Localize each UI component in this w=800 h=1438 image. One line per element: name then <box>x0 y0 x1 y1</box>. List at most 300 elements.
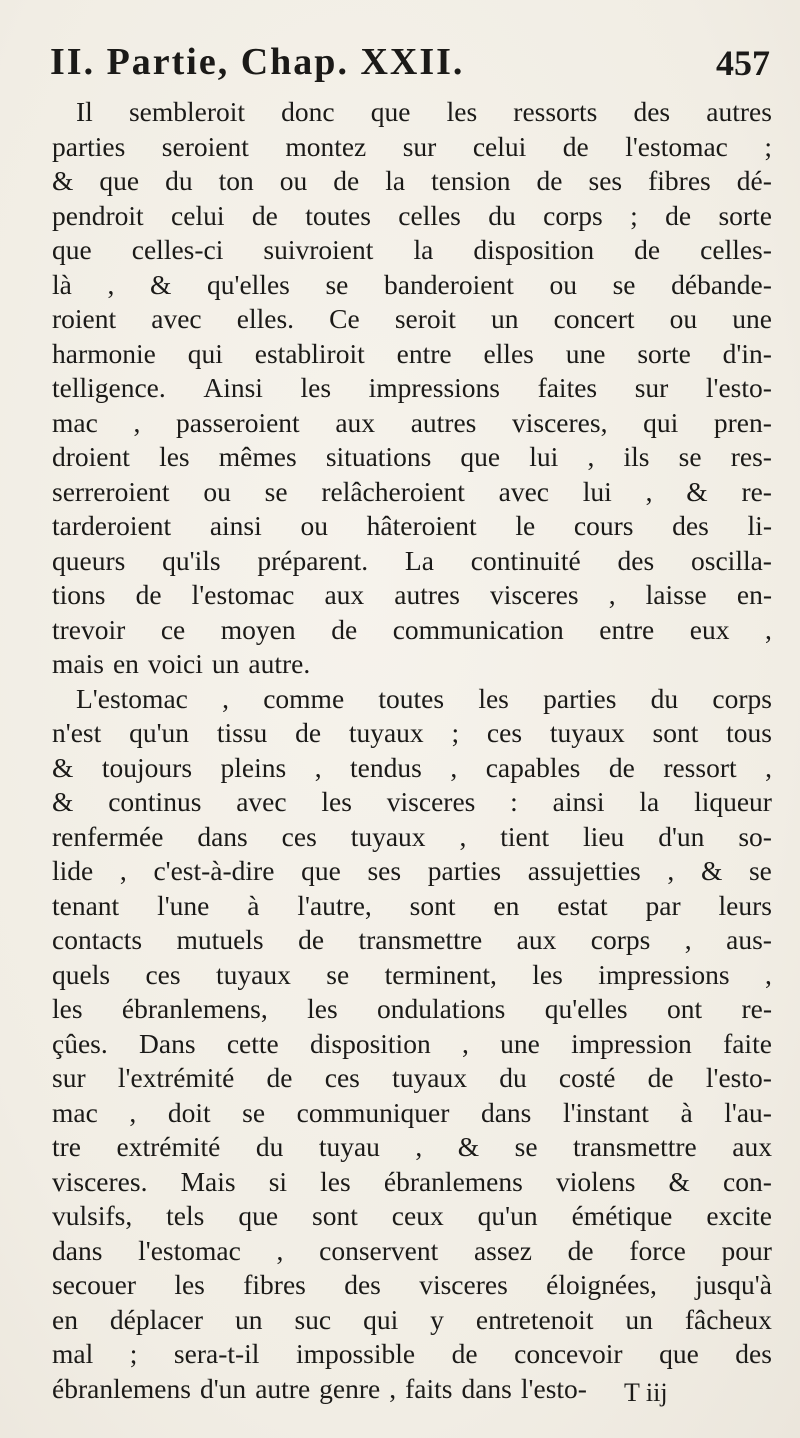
word: se <box>748 855 772 886</box>
word: roient <box>52 303 117 334</box>
word: ou <box>279 165 308 196</box>
word: un <box>491 303 519 334</box>
word: dé- <box>736 165 772 196</box>
word: toutes <box>378 682 445 714</box>
word: d'un <box>658 820 705 852</box>
word: çûes. <box>52 1027 108 1059</box>
word: autres <box>394 579 460 610</box>
word: Il <box>76 96 93 127</box>
word: l'esto- <box>705 1062 772 1093</box>
word: pour <box>721 1234 772 1266</box>
word: aus- <box>726 924 772 955</box>
word: contacts <box>52 924 143 955</box>
word: les <box>320 1165 351 1197</box>
word: faits <box>405 1372 453 1404</box>
word: concert <box>553 303 635 334</box>
word: extrémité <box>116 1131 221 1162</box>
word: , <box>276 1234 284 1266</box>
word: visceres <box>490 579 579 610</box>
word: parties <box>52 130 126 162</box>
word: les <box>478 682 509 714</box>
word: oscilla- <box>691 544 772 576</box>
word: par <box>645 889 681 921</box>
word: faites <box>537 372 598 403</box>
word: Dans <box>139 1027 196 1059</box>
word: , <box>119 855 127 886</box>
word: une <box>732 303 772 334</box>
word: , <box>222 682 229 714</box>
word: là <box>52 268 72 300</box>
page-number: 457 <box>716 43 770 83</box>
word: de <box>562 130 589 162</box>
word: que <box>238 1200 279 1231</box>
word: vulsifs, <box>52 1200 133 1231</box>
word: , <box>459 820 467 852</box>
body-text <box>52 95 772 1406</box>
word: leurs <box>718 889 772 921</box>
word: un <box>235 1303 263 1335</box>
word: qu'ils <box>162 544 221 576</box>
word: n'est <box>52 717 102 748</box>
word: re- <box>741 993 772 1024</box>
word: tendus <box>350 751 422 783</box>
word: , <box>389 1372 397 1404</box>
word: disposition <box>473 234 595 265</box>
word: que <box>659 1338 699 1369</box>
word: de <box>251 199 278 231</box>
word: voici <box>147 648 203 679</box>
word: fibres <box>243 1269 306 1300</box>
word: qui <box>643 406 679 438</box>
word: en <box>493 889 520 921</box>
word: continus <box>108 786 202 817</box>
text-line <box>52 1165 772 1200</box>
word: tions <box>52 579 106 610</box>
word: les <box>52 993 83 1024</box>
word: mal <box>52 1338 94 1369</box>
word: corps <box>712 682 772 714</box>
text-line <box>52 1130 772 1165</box>
word: mais <box>52 648 104 679</box>
word: ou <box>669 303 698 334</box>
text-line <box>52 1303 772 1338</box>
word: des <box>735 1338 772 1369</box>
word: déplacer <box>109 1303 204 1335</box>
word: aux <box>516 924 557 955</box>
word: ou <box>549 268 577 300</box>
word: impossible <box>295 1338 416 1369</box>
word: assez <box>473 1234 532 1266</box>
word: droient <box>52 441 130 472</box>
word: éloignées, <box>546 1269 657 1300</box>
word: visceres <box>419 1269 508 1300</box>
word: les <box>446 96 478 127</box>
word: disposition <box>309 1027 431 1059</box>
word: communication <box>392 613 564 645</box>
text-line <box>52 923 772 958</box>
word: qu'un <box>129 717 190 748</box>
word: que <box>460 441 501 472</box>
word: fâcheux <box>684 1303 772 1335</box>
word: d'in- <box>722 337 772 369</box>
word: ébranlemens, <box>121 993 268 1024</box>
word: débande- <box>671 268 772 300</box>
word: ainsi <box>209 510 262 541</box>
word: avec <box>498 475 550 507</box>
word: impression <box>571 1027 692 1059</box>
word: tarderoient <box>52 510 172 541</box>
word: se <box>325 268 349 300</box>
word: y <box>430 1303 444 1335</box>
text-line <box>52 406 772 441</box>
word: & <box>52 751 74 783</box>
word: que <box>301 855 341 886</box>
word: ou <box>203 475 231 507</box>
text-line <box>52 716 772 751</box>
word: tous <box>726 717 772 748</box>
word: sont <box>409 889 456 921</box>
word: que <box>52 234 92 265</box>
word: ses <box>367 855 402 886</box>
word: en <box>52 1303 78 1335</box>
word: aux <box>335 406 376 438</box>
word: queurs <box>52 544 126 576</box>
word: , <box>587 441 595 472</box>
word: res- <box>730 441 772 472</box>
word: entre <box>396 337 452 369</box>
word: genre <box>319 1372 381 1404</box>
running-title: II. Partie, Chap. XXII. <box>50 41 465 83</box>
word: impressions <box>368 372 500 403</box>
word: & <box>149 268 172 300</box>
word: ses <box>588 165 623 196</box>
word: qui <box>363 1303 399 1335</box>
word: se <box>264 475 288 507</box>
word: qu'elles <box>544 993 628 1024</box>
word: l'au- <box>724 1096 772 1128</box>
text-line <box>52 647 772 682</box>
word: un <box>625 1303 653 1335</box>
word: en- <box>736 579 772 610</box>
word: toutes <box>305 199 371 231</box>
word: qu'un <box>477 1200 538 1231</box>
word: l'estomac <box>191 579 295 610</box>
word: establiroit <box>254 337 365 369</box>
word: tension <box>431 165 511 196</box>
text-line <box>52 130 772 165</box>
word: & <box>52 165 74 196</box>
word: à <box>680 1096 693 1128</box>
word: dans <box>52 1234 103 1266</box>
text-line <box>52 1234 772 1269</box>
word: & <box>457 1131 480 1162</box>
word: lieu <box>583 820 625 852</box>
word: à <box>247 889 260 921</box>
word: l'esto- <box>520 1372 587 1404</box>
word: entre <box>599 613 655 645</box>
text-line <box>52 578 772 613</box>
word: & <box>668 1165 690 1197</box>
word: qui <box>187 337 223 369</box>
word: quels <box>52 958 111 990</box>
word: sont <box>652 717 699 748</box>
word: mac <box>52 406 98 438</box>
word: de <box>536 165 563 196</box>
word: ils <box>623 441 650 472</box>
word: transmettre <box>573 1131 697 1162</box>
word: , <box>450 751 458 783</box>
signature-mark: T iij <box>624 1378 668 1407</box>
word: de <box>608 751 635 783</box>
word: elles <box>483 337 534 369</box>
text-line <box>52 682 772 717</box>
word: les <box>307 993 338 1024</box>
word: c'est-à-dire <box>153 855 275 886</box>
word: celles- <box>700 234 772 265</box>
word: se <box>242 1096 266 1128</box>
word: , <box>314 751 322 783</box>
word: excite <box>706 1200 772 1231</box>
word: celui <box>472 130 527 162</box>
word: re- <box>741 475 772 507</box>
word: cours <box>573 510 634 541</box>
word: une <box>565 337 606 369</box>
word: se <box>326 958 350 990</box>
word: & <box>686 475 708 507</box>
word: l'instant <box>562 1096 649 1128</box>
word: costé <box>558 1062 616 1093</box>
word: entretenoit <box>475 1303 594 1335</box>
text-line <box>52 233 772 268</box>
word: se <box>612 268 636 300</box>
word: pleins <box>220 751 287 783</box>
word: La <box>404 544 434 576</box>
text-line <box>52 958 772 993</box>
word: Ainsi <box>203 372 263 403</box>
word: autres <box>410 406 477 438</box>
text-line <box>52 1061 772 1096</box>
word: sorte <box>637 337 691 369</box>
word: ; <box>129 1338 138 1369</box>
word: si <box>268 1165 288 1197</box>
word: toujours <box>101 751 193 783</box>
text-line <box>52 785 772 820</box>
word: tenant <box>52 889 120 921</box>
text-line <box>52 992 772 1027</box>
word: montez <box>285 130 367 162</box>
word: terminent, <box>384 958 497 990</box>
word: de <box>298 924 325 955</box>
word: comme <box>263 682 345 714</box>
word: fibres <box>648 165 711 196</box>
word: : <box>510 786 518 817</box>
word: l'une <box>157 889 210 921</box>
text-line <box>52 751 772 786</box>
word: du <box>499 1062 527 1093</box>
word: lui <box>529 441 559 472</box>
word: , <box>765 751 772 783</box>
word: moyen <box>220 613 296 645</box>
word: les <box>532 958 563 990</box>
text-line <box>52 509 772 544</box>
word: , <box>461 1027 469 1059</box>
text-line <box>52 164 772 199</box>
word: d'un <box>199 1372 247 1404</box>
word: sur <box>52 1062 86 1093</box>
word: , <box>129 1096 137 1128</box>
word: que <box>99 165 140 196</box>
word: suc <box>294 1303 332 1335</box>
word: sur <box>634 372 669 403</box>
word: sera-t-il <box>173 1338 260 1369</box>
word: force <box>629 1234 686 1266</box>
word: celui <box>171 199 225 231</box>
text-line <box>52 820 772 855</box>
word: suivroient <box>263 234 374 265</box>
word: aux <box>324 579 365 610</box>
word: avec <box>236 786 287 817</box>
word: ces <box>281 820 317 852</box>
word: des <box>617 544 655 576</box>
word: faite <box>723 1027 772 1059</box>
word: corps <box>543 199 603 231</box>
word: un <box>211 648 240 679</box>
word: relâcheroient <box>321 475 465 507</box>
word: ou <box>300 510 328 541</box>
word: l'esto- <box>705 372 772 403</box>
word: lide <box>52 855 94 886</box>
text-line <box>52 337 772 372</box>
word: ressort <box>663 751 737 783</box>
word: de <box>665 199 692 231</box>
word: Mais <box>180 1165 236 1197</box>
text-line <box>52 1199 772 1234</box>
text-line <box>52 1096 772 1131</box>
word: situations <box>325 441 432 472</box>
word: ces <box>145 958 181 990</box>
word: la <box>385 165 406 196</box>
word: que <box>370 96 411 127</box>
word: ont <box>666 993 703 1024</box>
word: du <box>650 682 679 714</box>
text-line <box>52 475 772 510</box>
word: aux <box>732 1131 772 1162</box>
word: capables <box>485 751 581 783</box>
word: cette <box>226 1027 279 1059</box>
text-line <box>52 1027 772 1062</box>
word: visceres, <box>512 406 608 438</box>
word: de <box>634 234 661 265</box>
word: liqueur <box>694 786 772 817</box>
word: visceres. <box>52 1165 148 1197</box>
word: sembleroit <box>128 96 246 127</box>
word: avec <box>151 303 202 334</box>
word: de <box>135 579 162 610</box>
word: ; <box>451 717 460 748</box>
word: tient <box>500 820 550 852</box>
word: renfermée <box>52 820 164 852</box>
word: sorte <box>718 199 772 231</box>
word: communiquer <box>296 1096 450 1128</box>
word: de <box>266 1062 293 1093</box>
word: parties <box>427 855 502 886</box>
word: tuyaux <box>216 958 291 990</box>
word: de <box>451 1338 478 1369</box>
word: trevoir <box>52 613 126 645</box>
text-line <box>52 613 772 648</box>
text-line <box>52 268 772 303</box>
word: elles. <box>236 303 295 334</box>
word: & <box>700 855 723 886</box>
text-line <box>52 440 772 475</box>
word: ce <box>160 613 186 645</box>
word: de <box>647 1062 674 1093</box>
text-line <box>52 1268 772 1303</box>
word: émétique <box>571 1200 673 1231</box>
text-line <box>52 889 772 924</box>
word: seroit <box>394 303 456 334</box>
word: , <box>765 958 772 990</box>
word: dans <box>480 1096 532 1128</box>
word: laisse <box>645 579 707 610</box>
word: transmettre <box>358 924 483 955</box>
word: , <box>415 1131 423 1162</box>
word: , <box>133 406 141 438</box>
word: ; <box>630 199 638 231</box>
word: celles <box>398 199 461 231</box>
word: assujetties <box>527 855 641 886</box>
word: des <box>633 96 671 127</box>
word: , <box>667 855 675 886</box>
word: dans <box>461 1372 512 1404</box>
word: impressions <box>598 958 730 990</box>
text-line <box>52 854 772 889</box>
word: celles-ci <box>131 234 224 265</box>
word: sont <box>312 1200 358 1231</box>
word: du <box>488 199 516 231</box>
word: doit <box>167 1096 211 1128</box>
word: donc <box>281 96 335 127</box>
word: de <box>295 717 322 748</box>
word: L'estomac <box>76 682 188 714</box>
word: tuyaux <box>392 1062 467 1093</box>
word: , <box>608 579 616 610</box>
running-header <box>40 40 770 100</box>
word: autre. <box>248 648 311 679</box>
word: , <box>645 475 653 507</box>
word: violens <box>555 1165 636 1197</box>
word: ton <box>218 165 254 196</box>
word: , <box>684 924 692 955</box>
word: tuyaux <box>348 717 424 748</box>
word: tels <box>166 1200 205 1231</box>
word: lui <box>582 475 612 507</box>
word: sur <box>402 130 437 162</box>
word: du <box>165 165 193 196</box>
word: en <box>112 648 139 679</box>
word: pren- <box>713 406 772 438</box>
word: ressorts <box>513 96 598 127</box>
word: jusqu'à <box>695 1269 772 1300</box>
text-line <box>52 371 772 406</box>
word: ébranlemens <box>52 1372 191 1404</box>
word: concevoir <box>514 1338 623 1369</box>
word: l'estomac <box>138 1234 241 1266</box>
word: so- <box>738 820 772 852</box>
word: de <box>333 165 360 196</box>
word: parties <box>543 682 617 714</box>
word: ; <box>764 130 772 162</box>
